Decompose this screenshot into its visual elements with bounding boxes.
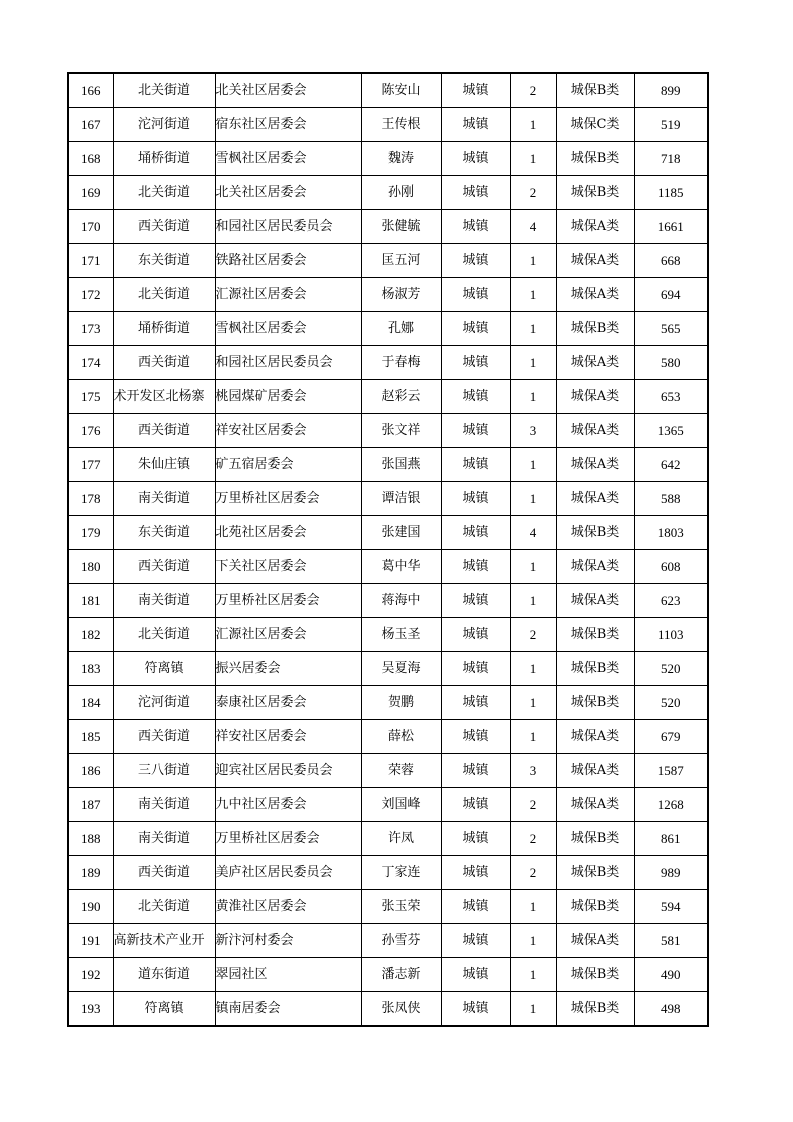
committee-cell: 美庐社区居民委员会: [215, 856, 361, 890]
category-cell: 城保A类: [556, 210, 634, 244]
area-cell: 城镇: [441, 278, 510, 312]
committee-cell: 翠园社区: [215, 958, 361, 992]
household-count-cell: 4: [510, 516, 556, 550]
table-row: [68, 618, 708, 652]
category-cell: 城保A类: [556, 754, 634, 788]
person-name-cell: 潘志新: [361, 958, 441, 992]
amount-cell: 608: [634, 550, 708, 584]
street-cell: 南关街道: [113, 584, 215, 618]
street-cell: 符离镇: [113, 652, 215, 686]
committee-cell: 桃园煤矿居委会: [215, 380, 361, 414]
household-count-cell: 1: [510, 958, 556, 992]
street-cell: 东关街道: [113, 516, 215, 550]
category-cell: 城保B类: [556, 958, 634, 992]
row-number-cell: 186: [68, 754, 113, 788]
committee-cell: 汇源社区居委会: [215, 278, 361, 312]
table-row: [68, 652, 708, 686]
area-cell: 城镇: [441, 176, 510, 210]
household-count-cell: 1: [510, 108, 556, 142]
committee-cell: 黄淮社区居委会: [215, 890, 361, 924]
street-cell: 沱河街道: [113, 686, 215, 720]
household-count-cell: 1: [510, 720, 556, 754]
amount-cell: 1185: [634, 176, 708, 210]
household-count-cell: 1: [510, 448, 556, 482]
row-number-cell: 193: [68, 992, 113, 1027]
assistance-roster-table: [67, 72, 709, 1027]
amount-cell: 490: [634, 958, 708, 992]
category-cell: 城保B类: [556, 312, 634, 346]
committee-cell: 迎宾社区居民委员会: [215, 754, 361, 788]
committee-cell: 新汴河村委会: [215, 924, 361, 958]
area-cell: 城镇: [441, 958, 510, 992]
table-body: [68, 73, 708, 1026]
row-number-cell: 184: [68, 686, 113, 720]
amount-cell: 580: [634, 346, 708, 380]
amount-cell: 565: [634, 312, 708, 346]
street-cell: 埇桥街道: [113, 312, 215, 346]
street-cell: 北关街道: [113, 890, 215, 924]
street-cell: 西关街道: [113, 720, 215, 754]
row-number-cell: 181: [68, 584, 113, 618]
committee-cell: 矿五宿居委会: [215, 448, 361, 482]
amount-cell: 642: [634, 448, 708, 482]
row-number-cell: 170: [68, 210, 113, 244]
row-number-cell: 180: [68, 550, 113, 584]
committee-cell: 铁路社区居委会: [215, 244, 361, 278]
amount-cell: 1365: [634, 414, 708, 448]
street-cell: 北关街道: [113, 73, 215, 108]
table-row: [68, 754, 708, 788]
row-number-cell: 187: [68, 788, 113, 822]
household-count-cell: 1: [510, 992, 556, 1027]
street-cell: 西关街道: [113, 210, 215, 244]
committee-cell: 祥安社区居委会: [215, 720, 361, 754]
category-cell: 城保B类: [556, 618, 634, 652]
street-cell: 南关街道: [113, 788, 215, 822]
table-row: [68, 176, 708, 210]
person-name-cell: 蒋海中: [361, 584, 441, 618]
street-cell: 术开发区北杨寨: [113, 380, 215, 414]
amount-cell: 594: [634, 890, 708, 924]
area-cell: 城镇: [441, 720, 510, 754]
area-cell: 城镇: [441, 584, 510, 618]
amount-cell: 899: [634, 73, 708, 108]
category-cell: 城保A类: [556, 346, 634, 380]
table-row: [68, 108, 708, 142]
row-number-cell: 171: [68, 244, 113, 278]
committee-cell: 祥安社区居委会: [215, 414, 361, 448]
category-cell: 城保A类: [556, 720, 634, 754]
area-cell: 城镇: [441, 516, 510, 550]
category-cell: 城保A类: [556, 448, 634, 482]
table-row: [68, 346, 708, 380]
area-cell: 城镇: [441, 788, 510, 822]
street-cell: 西关街道: [113, 550, 215, 584]
person-name-cell: 张玉荣: [361, 890, 441, 924]
street-cell: 西关街道: [113, 856, 215, 890]
household-count-cell: 2: [510, 856, 556, 890]
household-count-cell: 1: [510, 686, 556, 720]
household-count-cell: 1: [510, 380, 556, 414]
committee-cell: 宿东社区居委会: [215, 108, 361, 142]
table-row: [68, 890, 708, 924]
person-name-cell: 张文祥: [361, 414, 441, 448]
area-cell: 城镇: [441, 142, 510, 176]
street-cell: 沱河街道: [113, 108, 215, 142]
area-cell: 城镇: [441, 73, 510, 108]
area-cell: 城镇: [441, 686, 510, 720]
household-count-cell: 1: [510, 482, 556, 516]
person-name-cell: 张凤侠: [361, 992, 441, 1027]
person-name-cell: 孙雪芬: [361, 924, 441, 958]
category-cell: 城保A类: [556, 482, 634, 516]
area-cell: 城镇: [441, 482, 510, 516]
category-cell: 城保B类: [556, 856, 634, 890]
table-row: [68, 142, 708, 176]
person-name-cell: 刘国峰: [361, 788, 441, 822]
row-number-cell: 173: [68, 312, 113, 346]
area-cell: 城镇: [441, 448, 510, 482]
amount-cell: 989: [634, 856, 708, 890]
row-number-cell: 192: [68, 958, 113, 992]
table-row: [68, 516, 708, 550]
row-number-cell: 177: [68, 448, 113, 482]
area-cell: 城镇: [441, 822, 510, 856]
amount-cell: 653: [634, 380, 708, 414]
area-cell: 城镇: [441, 312, 510, 346]
row-number-cell: 174: [68, 346, 113, 380]
area-cell: 城镇: [441, 380, 510, 414]
person-name-cell: 王传根: [361, 108, 441, 142]
amount-cell: 1803: [634, 516, 708, 550]
category-cell: 城保B类: [556, 142, 634, 176]
category-cell: 城保A类: [556, 584, 634, 618]
category-cell: 城保A类: [556, 380, 634, 414]
row-number-cell: 183: [68, 652, 113, 686]
household-count-cell: 1: [510, 244, 556, 278]
area-cell: 城镇: [441, 618, 510, 652]
area-cell: 城镇: [441, 210, 510, 244]
person-name-cell: 匡五河: [361, 244, 441, 278]
person-name-cell: 杨玉圣: [361, 618, 441, 652]
area-cell: 城镇: [441, 550, 510, 584]
area-cell: 城镇: [441, 992, 510, 1027]
person-name-cell: 张建国: [361, 516, 441, 550]
street-cell: 三八街道: [113, 754, 215, 788]
street-cell: 埇桥街道: [113, 142, 215, 176]
row-number-cell: 188: [68, 822, 113, 856]
category-cell: 城保B类: [556, 516, 634, 550]
committee-cell: 万里桥社区居委会: [215, 482, 361, 516]
amount-cell: 623: [634, 584, 708, 618]
area-cell: 城镇: [441, 890, 510, 924]
committee-cell: 振兴居委会: [215, 652, 361, 686]
category-cell: 城保B类: [556, 652, 634, 686]
row-number-cell: 172: [68, 278, 113, 312]
committee-cell: 北关社区居委会: [215, 176, 361, 210]
table-row: [68, 448, 708, 482]
category-cell: 城保B类: [556, 822, 634, 856]
person-name-cell: 贺鹏: [361, 686, 441, 720]
amount-cell: 694: [634, 278, 708, 312]
committee-cell: 北关社区居委会: [215, 73, 361, 108]
table-row: [68, 550, 708, 584]
table-row: [68, 380, 708, 414]
table-row: [68, 278, 708, 312]
category-cell: 城保B类: [556, 890, 634, 924]
person-name-cell: 荣蓉: [361, 754, 441, 788]
person-name-cell: 孙刚: [361, 176, 441, 210]
household-count-cell: 2: [510, 73, 556, 108]
category-cell: 城保A类: [556, 924, 634, 958]
person-name-cell: 魏涛: [361, 142, 441, 176]
row-number-cell: 175: [68, 380, 113, 414]
household-count-cell: 2: [510, 176, 556, 210]
household-count-cell: 1: [510, 924, 556, 958]
amount-cell: 679: [634, 720, 708, 754]
table-row: [68, 244, 708, 278]
household-count-cell: 1: [510, 652, 556, 686]
category-cell: 城保A类: [556, 550, 634, 584]
household-count-cell: 2: [510, 822, 556, 856]
person-name-cell: 许凤: [361, 822, 441, 856]
row-number-cell: 168: [68, 142, 113, 176]
amount-cell: 498: [634, 992, 708, 1027]
person-name-cell: 丁家连: [361, 856, 441, 890]
person-name-cell: 谭洁银: [361, 482, 441, 516]
row-number-cell: 166: [68, 73, 113, 108]
category-cell: 城保B类: [556, 73, 634, 108]
category-cell: 城保B类: [556, 992, 634, 1027]
street-cell: 西关街道: [113, 414, 215, 448]
category-cell: 城保B类: [556, 686, 634, 720]
committee-cell: 镇南居委会: [215, 992, 361, 1027]
amount-cell: 520: [634, 652, 708, 686]
table-row: [68, 312, 708, 346]
row-number-cell: 191: [68, 924, 113, 958]
committee-cell: 雪枫社区居委会: [215, 312, 361, 346]
street-cell: 南关街道: [113, 482, 215, 516]
household-count-cell: 4: [510, 210, 556, 244]
row-number-cell: 179: [68, 516, 113, 550]
amount-cell: 581: [634, 924, 708, 958]
person-name-cell: 赵彩云: [361, 380, 441, 414]
area-cell: 城镇: [441, 652, 510, 686]
amount-cell: 1268: [634, 788, 708, 822]
household-count-cell: 1: [510, 346, 556, 380]
household-count-cell: 1: [510, 584, 556, 618]
street-cell: 符离镇: [113, 992, 215, 1027]
row-number-cell: 169: [68, 176, 113, 210]
area-cell: 城镇: [441, 754, 510, 788]
street-cell: 西关街道: [113, 346, 215, 380]
street-cell: 高新技术产业开: [113, 924, 215, 958]
table-row: [68, 958, 708, 992]
row-number-cell: 190: [68, 890, 113, 924]
category-cell: 城保A类: [556, 414, 634, 448]
household-count-cell: 3: [510, 754, 556, 788]
committee-cell: 和园社区居民委员会: [215, 346, 361, 380]
table-row: [68, 720, 708, 754]
household-count-cell: 2: [510, 788, 556, 822]
person-name-cell: 张国燕: [361, 448, 441, 482]
street-cell: 东关街道: [113, 244, 215, 278]
table-row: [68, 924, 708, 958]
street-cell: 朱仙庄镇: [113, 448, 215, 482]
area-cell: 城镇: [441, 924, 510, 958]
household-count-cell: 1: [510, 312, 556, 346]
row-number-cell: 182: [68, 618, 113, 652]
amount-cell: 668: [634, 244, 708, 278]
area-cell: 城镇: [441, 244, 510, 278]
person-name-cell: 吴夏海: [361, 652, 441, 686]
household-count-cell: 2: [510, 618, 556, 652]
row-number-cell: 167: [68, 108, 113, 142]
committee-cell: 雪枫社区居委会: [215, 142, 361, 176]
table-row: [68, 992, 708, 1027]
street-cell: 北关街道: [113, 278, 215, 312]
table-row: [68, 856, 708, 890]
amount-cell: 1587: [634, 754, 708, 788]
committee-cell: 九中社区居委会: [215, 788, 361, 822]
committee-cell: 万里桥社区居委会: [215, 822, 361, 856]
row-number-cell: 189: [68, 856, 113, 890]
person-name-cell: 陈安山: [361, 73, 441, 108]
area-cell: 城镇: [441, 346, 510, 380]
area-cell: 城镇: [441, 414, 510, 448]
household-count-cell: 3: [510, 414, 556, 448]
area-cell: 城镇: [441, 108, 510, 142]
street-cell: 道东街道: [113, 958, 215, 992]
committee-cell: 下关社区居委会: [215, 550, 361, 584]
category-cell: 城保A类: [556, 244, 634, 278]
amount-cell: 718: [634, 142, 708, 176]
category-cell: 城保A类: [556, 788, 634, 822]
row-number-cell: 176: [68, 414, 113, 448]
street-cell: 北关街道: [113, 176, 215, 210]
person-name-cell: 杨淑芳: [361, 278, 441, 312]
amount-cell: 1661: [634, 210, 708, 244]
table-row: [68, 210, 708, 244]
person-name-cell: 张健毓: [361, 210, 441, 244]
table-row: [68, 788, 708, 822]
street-cell: 北关街道: [113, 618, 215, 652]
table-row: [68, 822, 708, 856]
amount-cell: 861: [634, 822, 708, 856]
amount-cell: 1103: [634, 618, 708, 652]
person-name-cell: 于春梅: [361, 346, 441, 380]
committee-cell: 汇源社区居委会: [215, 618, 361, 652]
amount-cell: 519: [634, 108, 708, 142]
street-cell: 南关街道: [113, 822, 215, 856]
amount-cell: 520: [634, 686, 708, 720]
amount-cell: 588: [634, 482, 708, 516]
table-row: [68, 73, 708, 108]
table-row: [68, 482, 708, 516]
household-count-cell: 1: [510, 278, 556, 312]
household-count-cell: 1: [510, 890, 556, 924]
category-cell: 城保A类: [556, 278, 634, 312]
table-row: [68, 584, 708, 618]
table-row: [68, 414, 708, 448]
table-row: [68, 686, 708, 720]
person-name-cell: 孔娜: [361, 312, 441, 346]
committee-cell: 和园社区居民委员会: [215, 210, 361, 244]
category-cell: 城保C类: [556, 108, 634, 142]
area-cell: 城镇: [441, 856, 510, 890]
committee-cell: 泰康社区居委会: [215, 686, 361, 720]
committee-cell: 北苑社区居委会: [215, 516, 361, 550]
category-cell: 城保B类: [556, 176, 634, 210]
committee-cell: 万里桥社区居委会: [215, 584, 361, 618]
person-name-cell: 葛中华: [361, 550, 441, 584]
household-count-cell: 1: [510, 550, 556, 584]
person-name-cell: 薛松: [361, 720, 441, 754]
row-number-cell: 178: [68, 482, 113, 516]
row-number-cell: 185: [68, 720, 113, 754]
household-count-cell: 1: [510, 142, 556, 176]
